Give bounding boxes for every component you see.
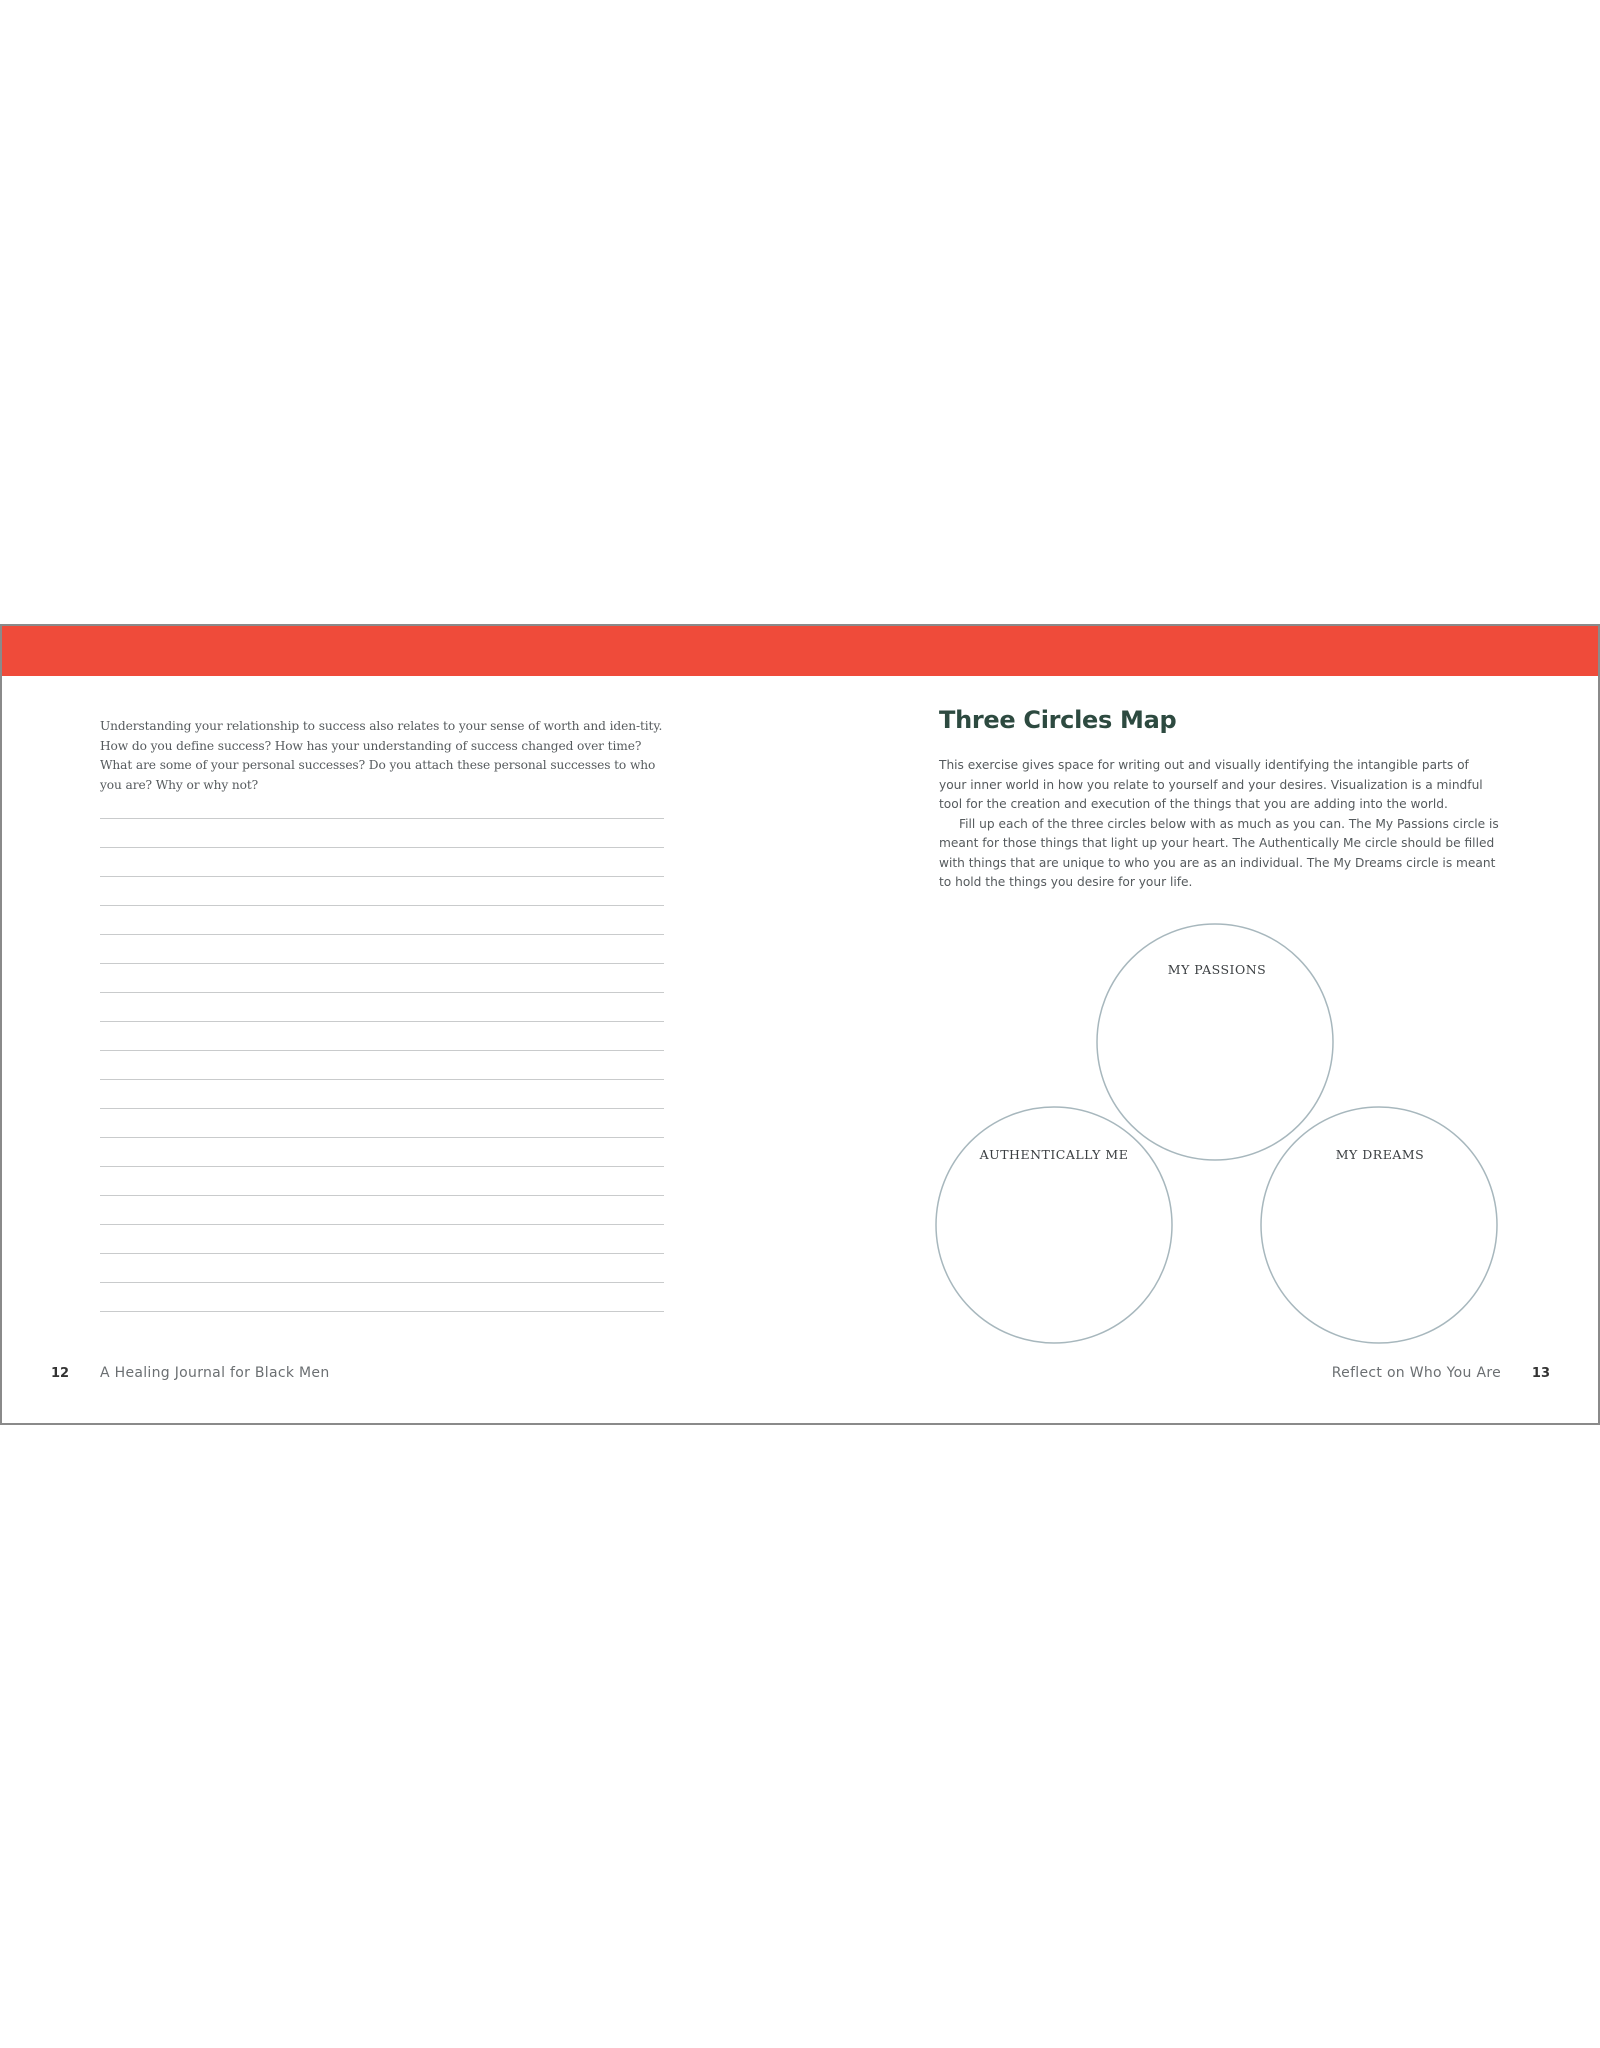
label-my-passions: MY PASSIONS bbox=[1167, 962, 1267, 977]
circle-authentically-me[interactable] bbox=[936, 1107, 1172, 1343]
page-number-right: 13 bbox=[1531, 1366, 1550, 1381]
label-authentically-me: AUTHENTICALLY ME bbox=[979, 1147, 1129, 1162]
page-number-left: 12 bbox=[51, 1366, 70, 1381]
instructions-paragraph-2: Fill up each of the three circles below with as much as you can. The My Passions circle is meant for those things that light up your heart. The Authentically Me circle should be filled with things that are unique to who you are as an individual. The My Dreams circle is meant to hold the things you desire for your life. bbox=[939, 816, 1499, 889]
label-my-dreams: MY DREAMS bbox=[1335, 1147, 1425, 1162]
book-spread bbox=[0, 624, 1600, 1425]
page-title: Three Circles Map bbox=[939, 706, 1177, 734]
running-title-right: Reflect on Who You Are bbox=[1331, 1365, 1501, 1381]
running-title-left: A Healing Journal for Black Men bbox=[100, 1365, 330, 1381]
journal-prompt: Understanding your relationship to success also relates to your sense of worth and iden-tity. How do you define success? How has your understanding of success changed over time? What are some of your personal successes? Do you attach these personal successes to who you are? Why or why not? bbox=[100, 719, 663, 792]
circle-my-dreams[interactable] bbox=[1261, 1107, 1497, 1343]
circle-my-passions[interactable] bbox=[1097, 924, 1333, 1160]
three-circles-diagram bbox=[2, 626, 1598, 1423]
instructions-paragraph-1: This exercise gives space for writing out and visually identifying the intangible parts of your inner world in how you relate to yourself and your desires. Visualization is a mindful tool for the creation and execution of the things that you are adding into the world. bbox=[939, 758, 1483, 811]
